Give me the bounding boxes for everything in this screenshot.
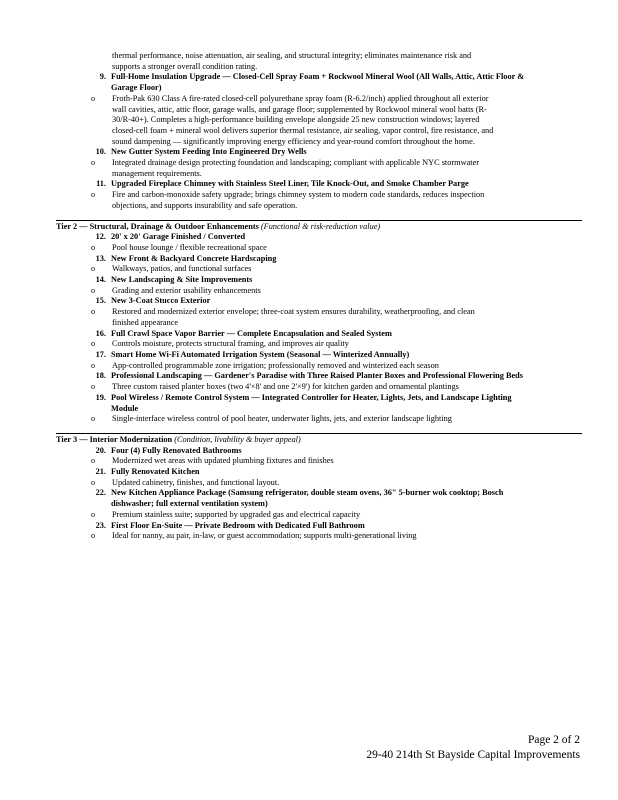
continued-text: [112, 51, 582, 72]
detail-line: finished appearance: [112, 317, 179, 327]
bullet-icon: o: [91, 339, 95, 349]
item-title: Professional Landscaping — Gardener's Paradise with Three Raised Planter Boxes and Professional Flowering Beds: [111, 371, 524, 381]
bullet-icon: o: [91, 360, 95, 370]
item-detail: [56, 382, 582, 393]
page-number: Page 2 of 2: [527, 734, 580, 746]
tier-heading: [56, 435, 582, 446]
detail-line: Grading and exterior usability enhancements: [112, 285, 261, 295]
item-title: First Floor En-Suite — Private Bedroom with Dedicated Full Bathroom: [111, 520, 365, 530]
detail-line: Modernized wet areas with updated plumbing fixtures and finishes: [112, 456, 334, 466]
section-divider: [56, 433, 582, 434]
list-item: [78, 296, 582, 307]
item-title: Full Crawl Space Vapor Barrier — Complete Encapsulation and Sealed System: [111, 328, 392, 338]
list-item: [78, 254, 582, 265]
detail-line: Premium stainless suite; supported by upgraded gas and electrical capacity: [112, 509, 361, 519]
list-item: [78, 232, 582, 243]
section-divider: [56, 220, 582, 221]
detail-line: sound dampening — significantly improving energy efficiency and year-round comfort throughout the home.: [112, 136, 475, 146]
item-title: dishwasher; full external ventilation system): [111, 499, 268, 509]
list-item: [78, 329, 582, 340]
item-title: New 3-Coat Stucco Exterior: [111, 296, 211, 306]
bullet-icon: o: [91, 307, 95, 317]
list-item: [78, 275, 582, 286]
detail-line: objections, and supports insurability and safe operation.: [112, 200, 298, 210]
detail-line: Walkways, patios, and functional surfaces: [112, 264, 252, 274]
item-title: New Gutter System Feeding Into Engineered Dry Wells: [111, 147, 307, 157]
detail-line: Ideal for nanny, au pair, in-law, or guest accommodation; supports multi-generational living: [112, 531, 417, 541]
bullet-icon: o: [91, 264, 95, 274]
list-item: [78, 488, 582, 509]
item-title: Four (4) Fully Renovated Bathrooms: [111, 445, 242, 455]
item-number: 11.: [96, 179, 106, 189]
bullet-icon: o: [91, 242, 95, 252]
item-detail: [56, 531, 582, 542]
detail-line: App-controlled programmable zone irrigation; professionally removed and winterized each season: [112, 360, 439, 370]
bullet-icon: o: [91, 456, 95, 466]
page-footer: [366, 733, 580, 763]
item-number: 10.: [95, 147, 106, 157]
item-detail: [56, 243, 582, 254]
detail-line: Single-interface wireless control of pool heater, underwater lights, jets, and exterior landscape lighting: [112, 414, 452, 424]
item-detail: [56, 190, 582, 211]
item-detail: [56, 94, 582, 148]
item-title: Fully Renovated Kitchen: [111, 467, 200, 477]
item-detail: [56, 456, 582, 467]
item-number: 15.: [95, 296, 106, 306]
item-title: Full-Home Insulation Upgrade — Closed-Cell Spray Foam + Rockwool Mineral Wool (All Walls, Attic, Attic Floor &: [111, 72, 525, 82]
continued-line: thermal performance, noise attenuation, air sealing, and structural integrity; eliminates maintenance risk and: [112, 51, 472, 60]
item-detail: [56, 510, 582, 521]
bullet-icon: o: [91, 509, 95, 519]
item-title: 20' x 20' Garage Finished / Converted: [111, 232, 246, 242]
detail-line: Fire and carbon-monoxide safety upgrade; brings chimney system to modern code standards, reduces inspection: [112, 190, 485, 200]
item-number: 22.: [95, 488, 106, 498]
list-item: [78, 72, 582, 93]
detail-line: wall cavities, attic, attic floor, garage walls, and garage floor; supplemented by Rockwool mineral wool batts (R-: [112, 104, 487, 114]
detail-line: Froth-Pak 630 Class A fire-rated closed-cell polyurethane spray foam (R-6.2/inch) applied throughout all exterior: [112, 93, 489, 103]
detail-line: Restored and modernized exterior envelope; three-coat system ensures durability, weatherproofing, and clean: [112, 307, 475, 317]
detail-line: Integrated drainage design protecting foundation and landscaping; compliant with applicable NYC stormwater: [112, 158, 480, 168]
item-number: 18.: [95, 371, 106, 381]
item-number: 21.: [95, 467, 106, 477]
item-number: 14.: [95, 275, 106, 285]
item-detail: [56, 414, 582, 425]
item-number: 23.: [95, 520, 106, 530]
item-title: Upgraded Fireplace Chimney with Stainless Steel Liner, Tile Knock-Out, and Smoke Chamber Parge: [111, 179, 469, 189]
detail-line: Three custom raised planter boxes (two 4'×8' and one 2'×9') for kitchen garden and ornamental plantings: [112, 382, 459, 392]
detail-line: management requirements.: [112, 168, 202, 178]
bullet-icon: o: [91, 285, 95, 295]
list-item: [78, 521, 582, 532]
list-item: [78, 446, 582, 457]
bullet-icon: o: [91, 414, 95, 424]
item-detail: [56, 158, 582, 179]
tier-title: Tier 3 — Interior Modernization: [56, 434, 173, 444]
bullet-icon: o: [91, 158, 95, 168]
tier-heading: [56, 222, 582, 233]
list-item: [78, 371, 582, 382]
continued-line: supports a stronger overall condition rating.: [112, 61, 258, 71]
item-number: 19.: [95, 392, 106, 402]
document-title: 29-40 214th St Bayside Capital Improvements: [366, 749, 580, 761]
bullet-icon: o: [91, 477, 95, 487]
bullet-icon: o: [91, 93, 95, 103]
bullet-icon: o: [91, 382, 95, 392]
detail-line: 30/R-40+). Completes a high-performance building envelope alongside 25 new construction windows; layered: [112, 115, 480, 125]
detail-line: Updated cabinetry, finishes, and functional layout.: [112, 477, 280, 487]
list-item: [78, 350, 582, 361]
detail-line: closed-cell foam + mineral wool delivers superior thermal resistance, air sealing, vapor control, fire resistance, and: [112, 125, 494, 135]
item-title: Pool Wireless / Remote Control System — Integrated Controller for Heater, Lights, Jets, and Landscape Lighting: [111, 392, 512, 402]
item-detail: [56, 478, 582, 489]
list-item: [78, 147, 582, 158]
item-title: New Front & Backyard Concrete Hardscaping: [111, 253, 277, 263]
item-detail: [56, 339, 582, 350]
list-item: [78, 467, 582, 478]
tier-note: (Functional & risk-reduction value): [260, 221, 381, 231]
item-detail: [56, 264, 582, 275]
item-detail: [56, 361, 582, 372]
item-number: 13.: [95, 253, 106, 263]
item-detail: [56, 307, 582, 328]
list-item: [78, 179, 582, 190]
item-number: 16.: [95, 328, 106, 338]
detail-line: Controls moisture, protects structural framing, and improves air quality: [112, 339, 349, 349]
item-detail: [56, 286, 582, 297]
item-title: Smart Home Wi-Fi Automated Irrigation System (Seasonal — Winterized Annually): [111, 349, 410, 359]
item-title: Garage Floor): [111, 83, 162, 93]
item-title: New Landscaping & Site Improvements: [111, 275, 253, 285]
detail-line: Pool house lounge / flexible recreational space: [112, 242, 267, 252]
item-title: New Kitchen Appliance Package (Samsung refrigerator, double steam ovens, 36" 5-burner wok cooktop; Bosch: [111, 488, 504, 498]
tier-title: Tier 2 — Structural, Drainage & Outdoor Enhancements: [56, 221, 259, 231]
item-title: Module: [111, 403, 139, 413]
item-number: 9.: [99, 72, 106, 82]
document-body: [56, 51, 582, 542]
item-number: 17.: [95, 349, 106, 359]
bullet-icon: o: [91, 190, 95, 200]
tier-note: (Condition, livability & buyer appeal): [174, 434, 301, 444]
item-number: 20.: [95, 445, 106, 455]
list-item: [78, 393, 582, 414]
bullet-icon: o: [91, 531, 95, 541]
item-number: 12.: [95, 232, 106, 242]
